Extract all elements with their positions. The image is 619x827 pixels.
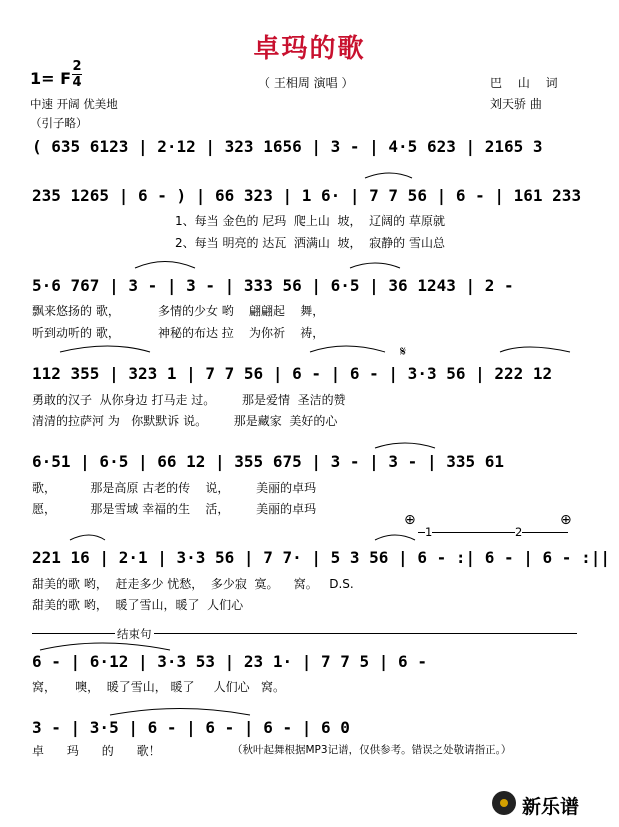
notation-row-4: 112 355 | 323 1 | 7 7 56 | 6 - | 6 - | 3·3 56 | 222 12 bbox=[32, 364, 553, 383]
key-signature: 1= F bbox=[30, 69, 72, 88]
lyrics-row-5-verse-2: 愿， 那是雪域 幸福的生 活， 美丽的卓玛 bbox=[32, 502, 317, 516]
coda-icon-1: ⊕ bbox=[404, 512, 416, 528]
lyrics-row-2-verse-1: 1、每当 金色的 尼玛 爬上山 坡， 辽阔的 草原就 bbox=[175, 214, 445, 228]
notation-row-3: 5·6 767 | 3 - | 3 - | 333 56 | 6·5 | 36 1243 | 2 - bbox=[32, 276, 514, 295]
lyrics-row-3-verse-2: 听到动听的 歌， 神秘的布达 拉 为你祈 祷， bbox=[32, 326, 325, 340]
notation-row-1: ( 635 6123 | 2·12 | 323 1656 | 3 - | 4·5 623 | 2165 3 bbox=[32, 137, 543, 156]
lyrics-row-7: 窝， 噢， 暖了雪山， 暖了 人们心 窝。 bbox=[32, 680, 286, 694]
song-title: 卓玛的歌 bbox=[253, 34, 366, 64]
footer-note: （秋叶起舞根据MP3记谱，仅供参考。错误之处敬请指正。） bbox=[232, 744, 512, 756]
lyrics-row-4-verse-1: 勇敢的汉子 从你身边 打马走 过。 那是爱情 圣洁的赞 bbox=[32, 393, 346, 407]
volta-1-label: 1 bbox=[425, 525, 433, 539]
site-logo: 新乐谱 bbox=[522, 796, 580, 818]
lyrics-row-2-verse-2: 2、每当 明亮的 达瓦 洒满山 坡， 寂静的 雪山总 bbox=[175, 236, 445, 250]
notation-row-6: 221 16 | 2·1 | 3·3 56 | 7 7· | 5 3 56 | 6 - :| 6 - | 6 - :|| bbox=[32, 548, 610, 567]
time-sig-bottom: 4 bbox=[72, 75, 82, 90]
segno-icon: 𝄋 bbox=[400, 344, 407, 360]
lyrics-row-4-verse-2: 清清的拉萨河 为 你默默诉 说。 那是藏家 美好的心 bbox=[32, 414, 338, 428]
lyrics-row-5-verse-1: 歌， 那是高原 古老的传 说， 美丽的卓玛 bbox=[32, 481, 317, 495]
coda-icon-2: ⊕ bbox=[560, 512, 572, 528]
notation-row-8: 3 - | 3·5 | 6 - | 6 - | 6 - | 6 0 bbox=[32, 718, 350, 737]
composer-credit: 刘天骄 曲 bbox=[490, 97, 542, 111]
time-sig-top: 2 bbox=[72, 59, 82, 74]
lyricist-credit: 巴 山 词 bbox=[490, 76, 564, 90]
notation-row-5: 6·51 | 6·5 | 66 12 | 355 675 | 3 - | 3 - | 335 61 bbox=[32, 452, 505, 471]
lyrics-row-6-verse-2: 甜美的歌 哟， 暖了雪山，暖了 人们心 bbox=[32, 598, 244, 612]
notation-row-2: 235 1265 | 6 - ) | 66 323 | 1 6· | 7 7 56 | 6 - | 161 233 bbox=[32, 186, 582, 205]
intro-note: （引子略） bbox=[30, 116, 88, 130]
lyrics-row-8: 卓 玛 的 歌！ bbox=[32, 744, 161, 758]
tempo-marking: 中速 开阔 优美地 bbox=[30, 97, 118, 111]
ending-label: 结束句 bbox=[117, 627, 152, 641]
volta-2-label: 2 bbox=[515, 525, 523, 539]
lyrics-row-6-verse-1: 甜美的歌 哟， 赶走多少 忧愁， 多少寂 寞。 窝。 D.S. bbox=[32, 577, 354, 591]
notation-row-7: 6 - | 6·12 | 3·3 53 | 23 1· | 7 7 5 | 6 - bbox=[32, 652, 427, 671]
lyrics-row-3-verse-1: 飘来悠扬的 歌， 多情的少女 哟 翩翩起 舞， bbox=[32, 304, 325, 318]
singer-credit: （ 王相周 演唱 ） bbox=[258, 76, 354, 90]
